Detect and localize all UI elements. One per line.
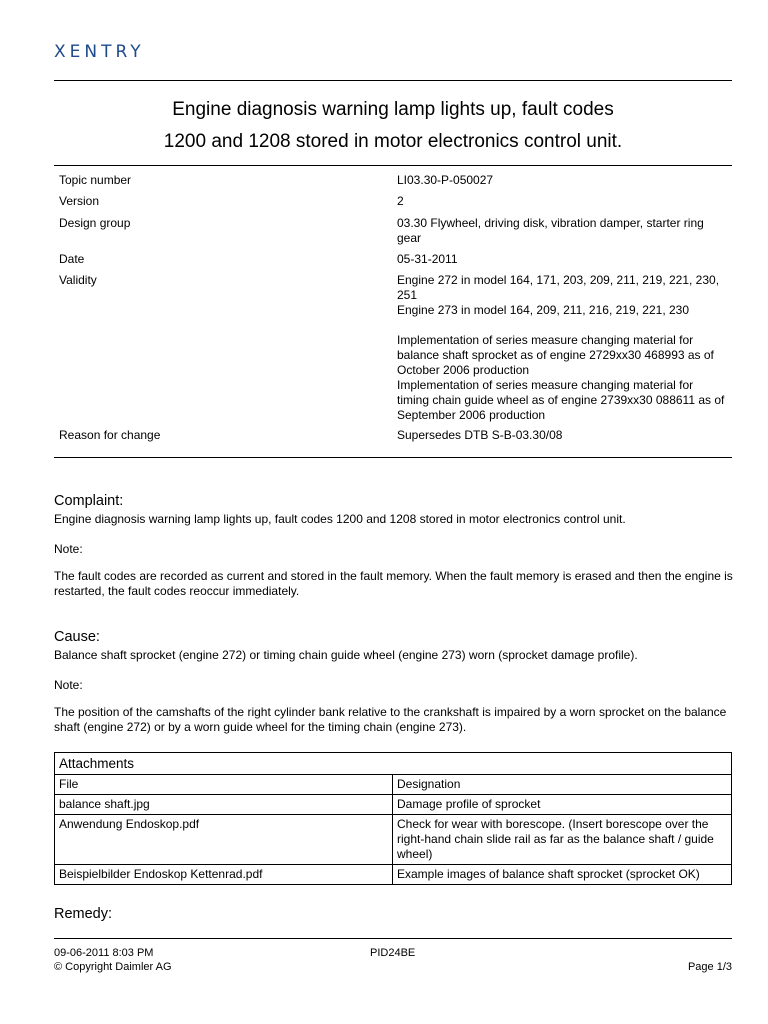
title-divider — [54, 165, 732, 166]
remedy-heading: Remedy: — [54, 906, 113, 922]
validity-label: Validity — [59, 273, 97, 287]
reason-value: Supersedes DTB S-B-03.30/08 — [397, 428, 563, 442]
design-value: 03.30 Flywheel, driving disk, vibration damper, starter ring gear — [397, 216, 704, 245]
topic-label: Topic number — [59, 173, 132, 187]
top-divider — [54, 80, 732, 81]
validity-note-guide-wheel: Implementation of series measure changing material for timing chain guide wheel as of engine 2739xx30 088611 as of September 2006 production — [397, 378, 725, 422]
attachment-designation: Example images of balance shaft sprocket (sprocket OK) — [393, 865, 732, 885]
cause-text: Balance shaft sprocket (engine 272) or timing chain guide wheel (engine 273) worn (sprocket damage profile). — [54, 648, 638, 662]
validity-note-sprocket: Implementation of series measure changing material for balance shaft sprocket as of engine 2729xx30 468993 as of October 2006 production — [397, 333, 714, 377]
attachment-designation: Damage profile of sprocket — [393, 795, 732, 815]
complaint-note-label: Note: — [54, 542, 83, 556]
footer-divider — [54, 938, 732, 939]
table-row — [55, 815, 732, 865]
topic-value: LI03.30-P-050027 — [397, 173, 494, 187]
validity-engine-273: Engine 273 in model 164, 209, 211, 216, 219, 221, 230 — [397, 303, 690, 317]
title-line-2: 1200 and 1208 stored in motor electronics control unit. — [163, 131, 623, 152]
design-label: Design group — [59, 216, 131, 230]
meta-row-version — [59, 194, 727, 216]
meta-row-reason — [59, 428, 727, 448]
footer-datetime: 09-06-2011 8:03 PM — [54, 947, 154, 959]
remedy-section — [54, 906, 734, 925]
footer-page-number: Page 1/3 — [687, 961, 732, 973]
validity-value — [397, 273, 727, 428]
attachments-header-row — [55, 753, 732, 775]
metadata-table — [59, 173, 727, 448]
footer — [54, 946, 732, 974]
cause-heading: Cause: — [54, 629, 100, 645]
attachments-table — [54, 752, 732, 885]
meta-row-date — [59, 252, 727, 273]
document-title — [54, 94, 732, 158]
footer-pid: PID24BE — [370, 947, 416, 959]
complaint-section — [54, 493, 734, 599]
table-row — [55, 795, 732, 815]
attachment-file-link[interactable]: Anwendung Endoskop.pdf — [55, 815, 393, 865]
date-label: Date — [59, 252, 85, 266]
meta-row-validity — [59, 273, 727, 428]
complaint-heading: Complaint: — [54, 493, 124, 509]
attachments-column-row — [55, 775, 732, 795]
xentry-logo: XENTRY — [54, 42, 145, 62]
version-value: 2 — [397, 194, 404, 208]
cause-section — [54, 629, 734, 735]
complaint-note-text: The fault codes are recorded as current and stored in the fault memory. When the fault memory is erased and then the engine is restarted, the fault codes reoccur immediately. — [54, 569, 733, 598]
designation-column-header: Designation — [393, 775, 732, 795]
meta-row-design — [59, 216, 727, 252]
file-column-header: File — [55, 775, 393, 795]
complaint-text: Engine diagnosis warning lamp lights up, fault codes 1200 and 1208 stored in motor electronics control unit. — [54, 512, 626, 526]
title-line-1: Engine diagnosis warning lamp lights up, fault codes — [172, 99, 614, 120]
date-value: 05-31-2011 — [397, 252, 458, 266]
cause-note-label: Note: — [54, 678, 83, 692]
metadata-divider — [54, 457, 732, 458]
attachment-file-link[interactable]: Beispielbilder Endoskop Kettenrad.pdf — [55, 865, 393, 885]
table-row — [55, 865, 732, 885]
attachments-heading: Attachments — [55, 753, 732, 775]
cause-note-text: The position of the camshafts of the right cylinder bank relative to the crankshaft is impaired by a worn sprocket on the balance shaft (engine 272) or by a worn guide wheel for the timing chain (engine 273). — [54, 705, 727, 734]
validity-engine-272: Engine 272 in model 164, 171, 203, 209, 211, 219, 221, 230, 251 — [397, 273, 720, 302]
version-label: Version — [59, 194, 100, 208]
attachment-file-link[interactable]: balance shaft.jpg — [55, 795, 393, 815]
reason-label: Reason for change — [59, 428, 161, 442]
attachment-designation: Check for wear with borescope. (Insert borescope over the right-hand chain slide rail as far as the balance shaft / guide wheel) — [393, 815, 732, 865]
footer-copyright: © Copyright Daimler AG — [54, 961, 172, 973]
meta-row-topic — [59, 173, 727, 194]
